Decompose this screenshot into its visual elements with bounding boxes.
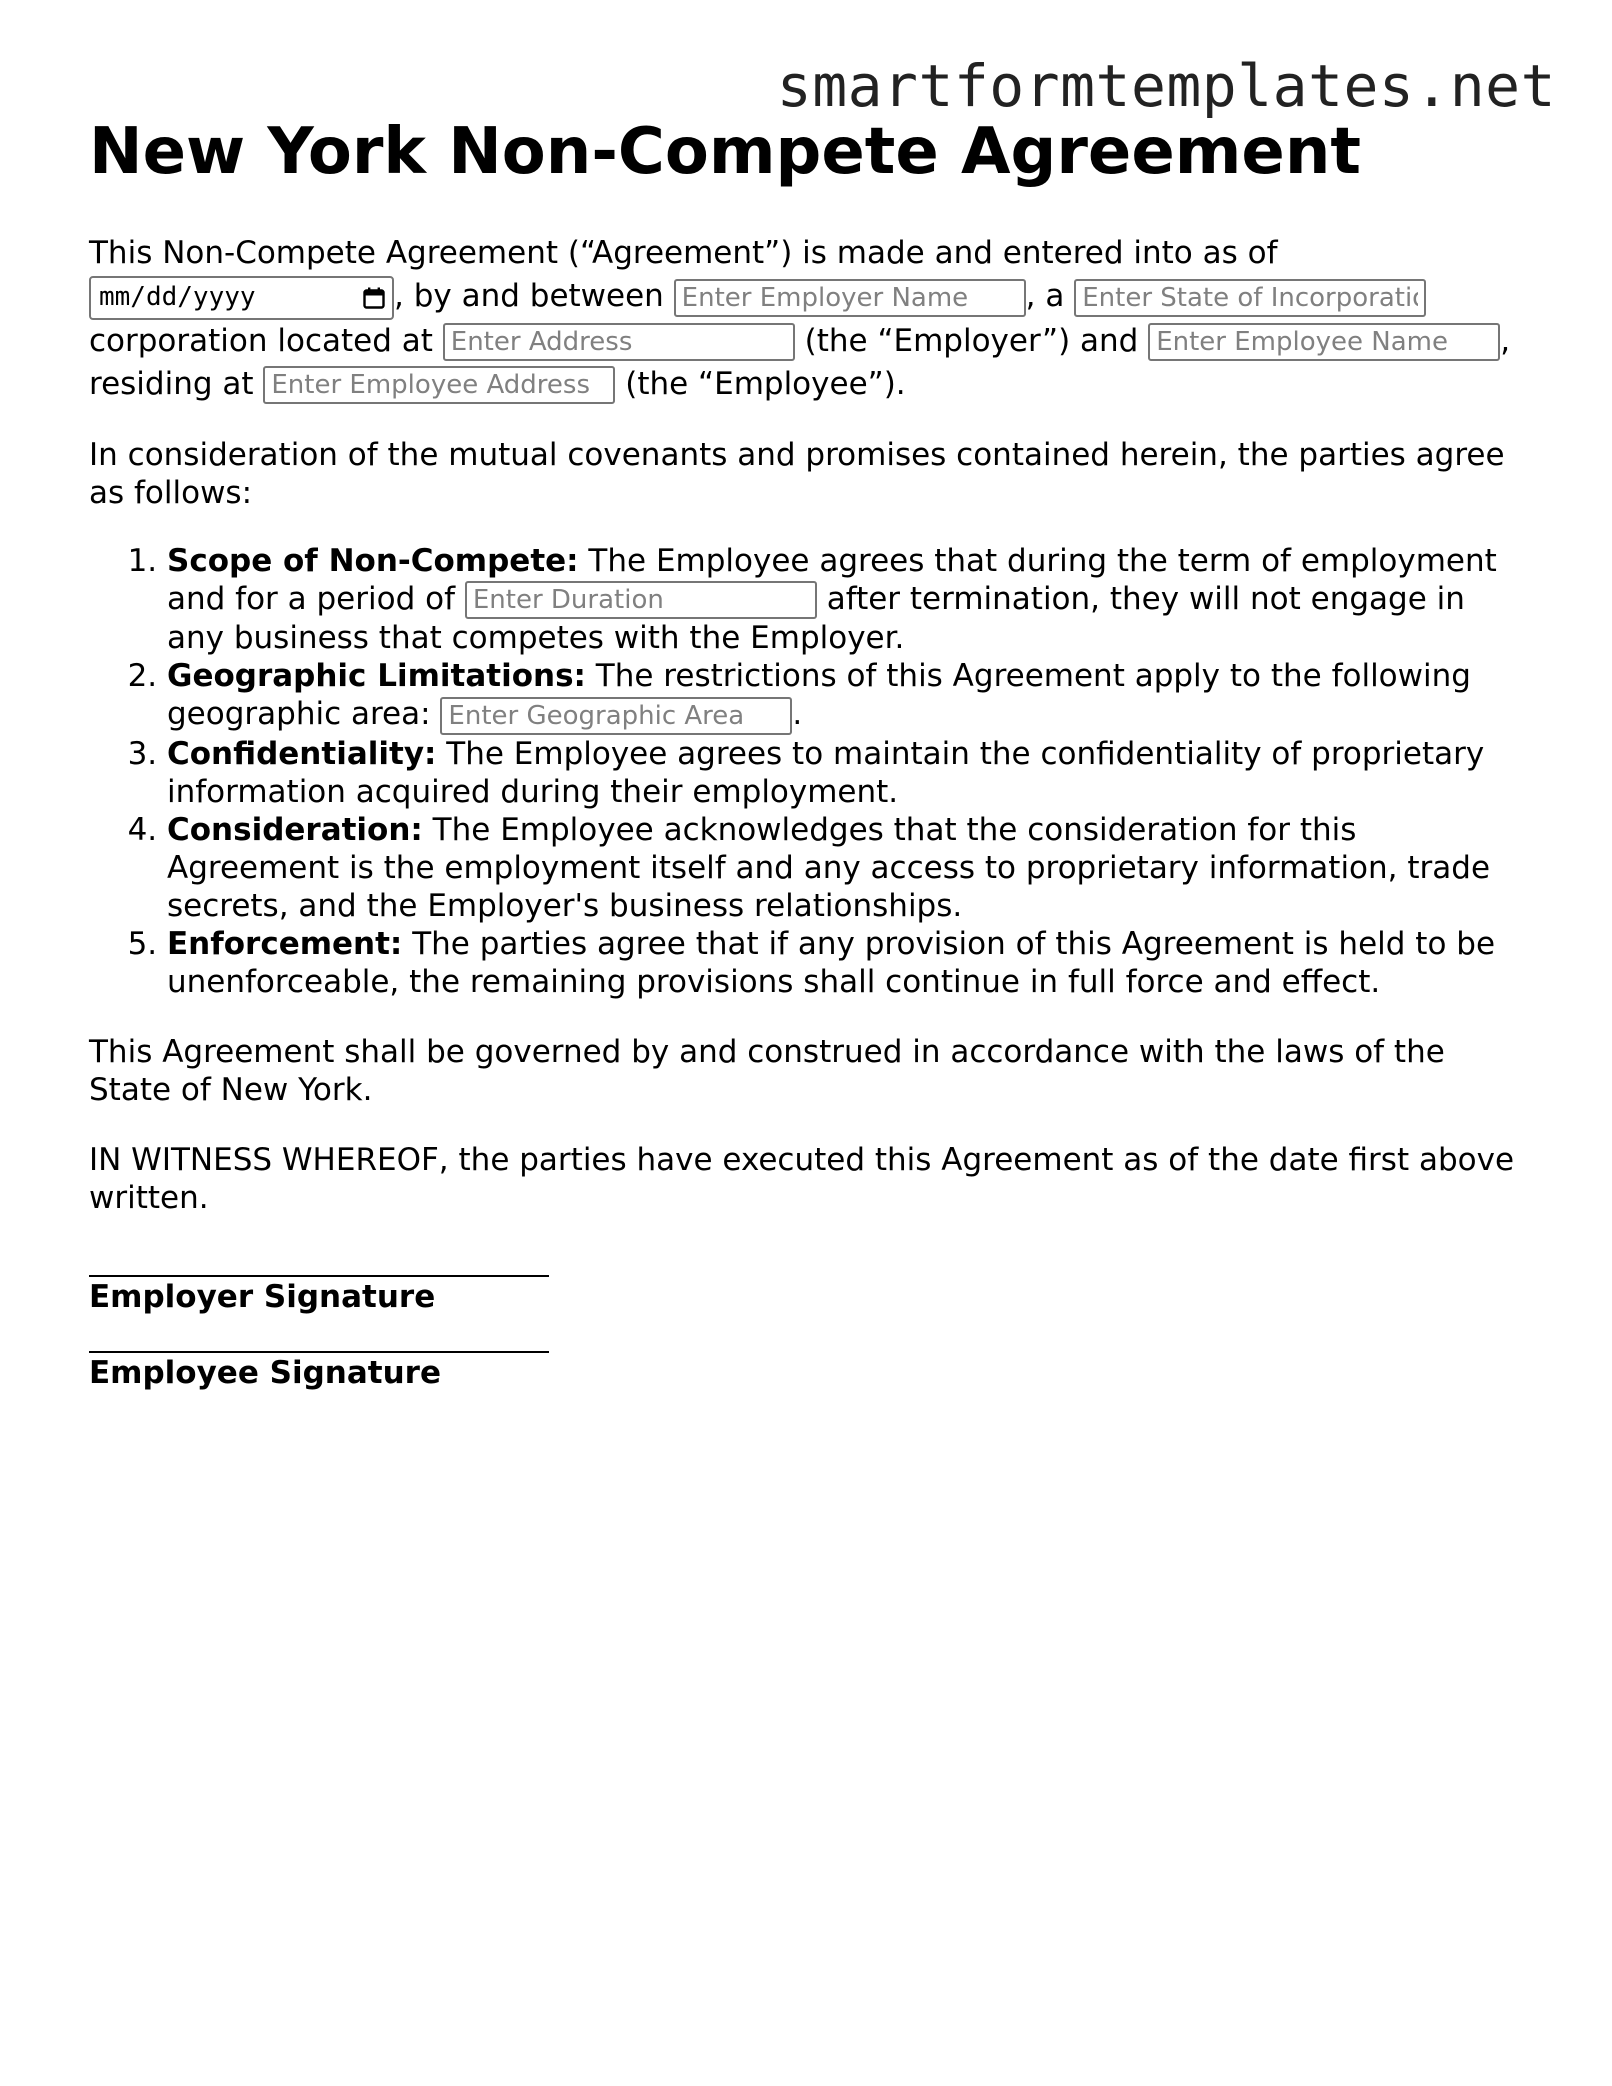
intro-text-7: (the “Employee”). (615, 365, 906, 402)
intro-text-6: , residing at (89, 322, 1511, 402)
intro-text-3: , a (1025, 278, 1075, 314)
clause-scope (167, 542, 1529, 658)
duration-input[interactable] (465, 581, 817, 619)
employee-signature-label: Employee Signature (89, 1354, 441, 1391)
intro-text-5: (the “Employer”) and (794, 322, 1149, 359)
witness-paragraph: IN WITNESS WHEREOF, the parties have executed this Agreement as of the date first above written. (89, 1141, 1515, 1216)
employer-name-input[interactable] (674, 279, 1026, 317)
clause-consideration (167, 811, 1529, 925)
clause-text: The parties agree that if any provision of this Agreement is held to be unenforceable, the remaining provisions shall continue in full force and effect. (167, 925, 1496, 1000)
watermark: smartformtemplates.net (776, 52, 1556, 120)
clause-heading: Geographic Limitations: (167, 658, 586, 694)
clause-list (89, 542, 1529, 1001)
clause-geographic (167, 657, 1529, 735)
intro-text-2: , by and between (394, 278, 674, 314)
consideration-paragraph: In consideration of the mutual covenants and promises contained herein, the parties agree as follows: (89, 436, 1505, 511)
clause-text: after termination, they will not engage in any business that competes with the Employer. (167, 580, 1465, 656)
state-of-incorporation-input[interactable] (1074, 279, 1426, 317)
clause-heading: Scope of Non-Compete: (167, 542, 579, 579)
clause-heading: Consideration: (167, 811, 423, 848)
employer-address-input[interactable] (443, 323, 795, 361)
signature-block (89, 1275, 1529, 1393)
clause-text: The Employee acknowledges that the consideration for this Agreement is the employment itself and any access to proprietary information, trade secrets, and the Employer's business relationships. (167, 811, 1491, 924)
clause-text: The Employee agrees to maintain the confidentiality of proprietary information acquired during their employment. (167, 735, 1485, 810)
geographic-area-input[interactable] (440, 697, 792, 735)
employee-name-input[interactable] (1148, 323, 1500, 361)
page-title: New York Non-Compete Agreement (89, 115, 1361, 189)
intro-text-1: This Non-Compete Agreement (“Agreement”) is made and entered into as of (89, 235, 1278, 271)
clause-text: . (792, 696, 803, 732)
date-placeholder: mm/dd/yyyy (99, 282, 256, 312)
clause-heading: Confidentiality: (167, 735, 437, 772)
employee-address-input[interactable] (263, 366, 615, 404)
clause-heading: Enforcement: (167, 925, 403, 962)
clause-enforcement (167, 925, 1529, 1001)
intro-text-4: corporation located at (89, 322, 443, 359)
calendar-icon[interactable] (362, 286, 386, 310)
clause-confidentiality (167, 735, 1529, 811)
agreement-date-input[interactable] (89, 276, 394, 320)
clause-text: The restrictions of this Agreement apply to the following geographic area: (167, 658, 1471, 732)
clause-text: The Employee agrees that during the term of employment and for a period of (167, 542, 1497, 617)
intro-paragraph (89, 232, 1529, 406)
employer-signature-label: Employer Signature (89, 1278, 436, 1315)
governing-law-paragraph: This Agreement shall be governed by and construed in accordance with the laws of the State of New York. (89, 1033, 1445, 1108)
document-page (89, 112, 1529, 1427)
